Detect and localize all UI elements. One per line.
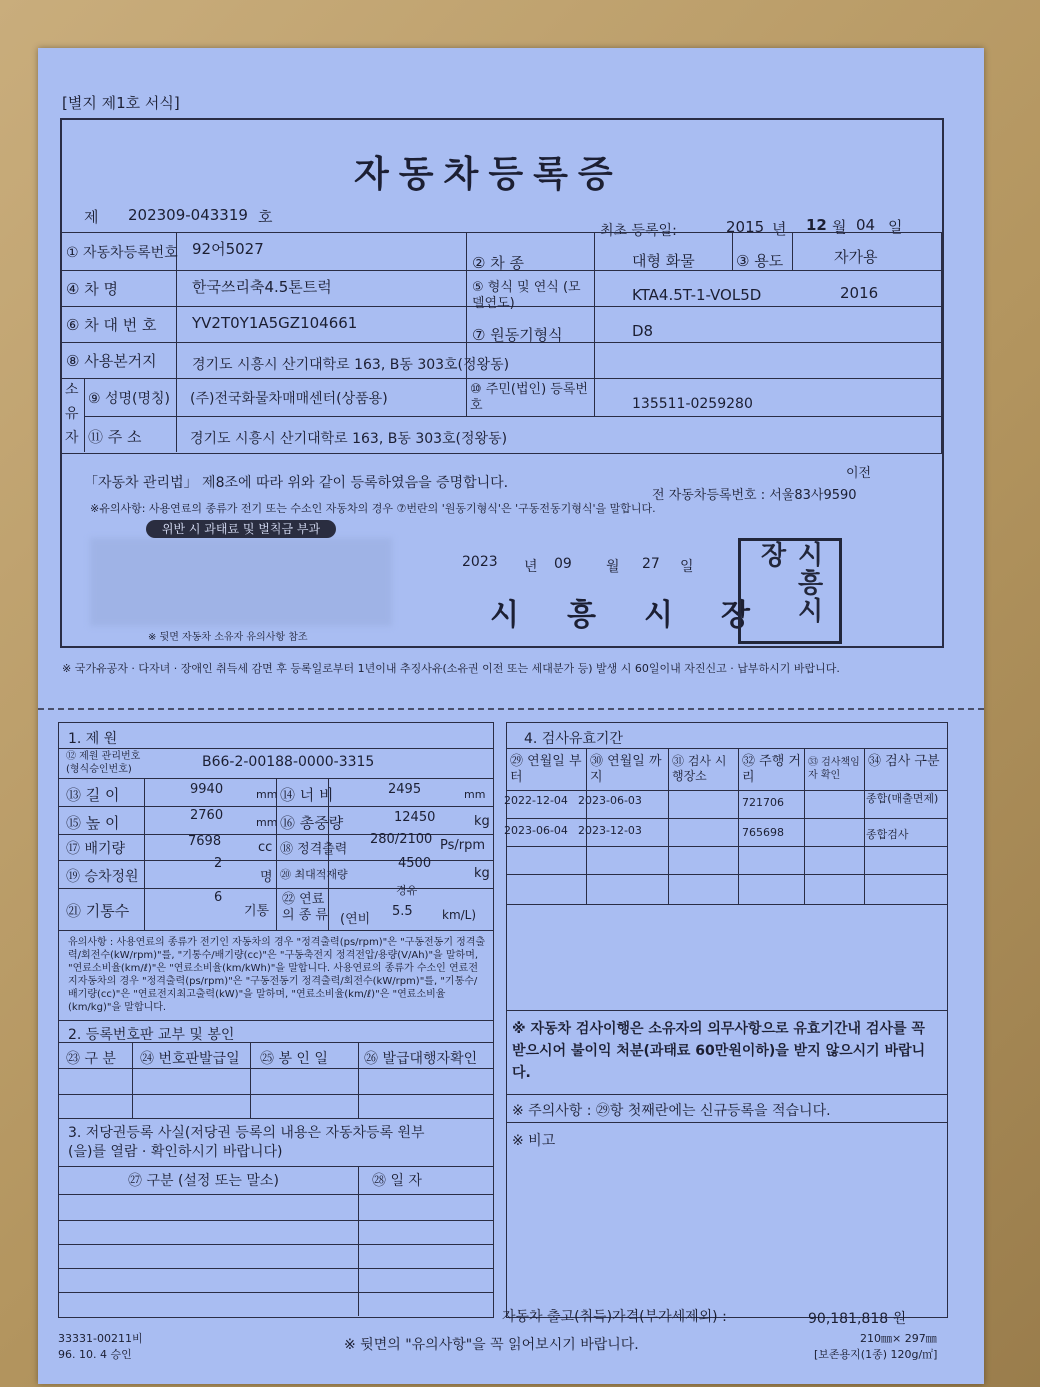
price-value: 90,181,818 원: [808, 1311, 907, 1327]
model-label: ⑤ 형식 및 연식 (모델연도): [472, 280, 581, 311]
first-reg-day-unit: 일: [888, 218, 903, 236]
first-reg-month-unit: 월: [832, 218, 847, 236]
insp-col-kind: ㉞ 검사 구분: [868, 754, 940, 769]
inspection-first-note: ※ 주의사항 : ㉙항 첫째란에는 신규등록을 적습니다.: [512, 1103, 831, 1119]
row-divider: [58, 1094, 494, 1095]
col-divider: [738, 748, 739, 904]
name-value: 한국쓰리축4.5톤트럭: [192, 278, 332, 296]
cylinders-unit: 기통: [244, 904, 270, 919]
issue-year: 2023: [462, 554, 498, 570]
row-divider: [58, 1118, 494, 1119]
displacement-unit: cc: [258, 840, 273, 855]
width-unit: mm: [464, 788, 486, 801]
specs-note: 유의사항 : 사용연료의 종류가 전기인 자동차의 경우 "정격출력(ps/rpm)"은 "구동전동기 정격출력/회전수(kW/rpm)"를, "기통수/배기량(cc)"은 "구동축전지 정격전압/용량(V/Ah)"을 말하며, "연료소비율(km/ℓ)"은 "연료소비율(km/kWh)"을 말합니다. 사용연료의 종류가 수소인 연료전지자동차의 경우 "정격출력(ps/rpm)"은 "구동전동기 정격출력/회전수(kW/rpm)"를, "기통수/배기량(cc)"은 "연료전지최고출력(kW)"을 말하며, "연료소비율(km/ℓ)"은 "연료소비율(km/kg)"을 말합니다.: [68, 937, 486, 1013]
reg-no-label: ① 자동차등록번호: [66, 245, 178, 261]
length-value: 9940: [190, 782, 224, 797]
redacted-area: [90, 538, 392, 626]
footer-note: ※ 뒷면의 "유의사항"을 꼭 읽어보시기 바랍니다.: [344, 1337, 639, 1353]
row-divider: [58, 1042, 494, 1043]
use-label: ③ 용도: [736, 252, 784, 270]
gross-label: ⑯ 총중량: [280, 814, 344, 832]
first-reg-month: 12: [806, 216, 827, 234]
length-label: ⑬ 길 이: [66, 786, 120, 804]
load-label: ⑳ 최대적재량: [280, 868, 348, 881]
owner-id-label: ⑩ 주민(법인) 등록번호: [470, 382, 588, 413]
col-divider: [864, 748, 865, 904]
efficiency-label: (연비: [340, 912, 371, 927]
cylinders-label: ㉑ 기통수: [66, 902, 130, 920]
row-divider: [84, 416, 942, 417]
merit-note: ※ 국가유공자 · 다자녀 · 장애인 취득세 감면 후 등록일로부터 1년이내 추징사유(소유권 이전 또는 세대분가 등) 발생 시 60일이내 자진신고 · 납부하시기 바랍니다.: [62, 662, 840, 675]
first-reg-day: 04: [856, 216, 876, 234]
issue-month: 09: [554, 556, 572, 572]
violation-badge: 위반 시 과태료 및 벌칙금 부과: [146, 520, 336, 538]
use-value: 자가용: [834, 248, 878, 266]
col-divider: [792, 232, 793, 270]
price-label: 자동차 출고(취득)가격(부가세제외) :: [502, 1309, 727, 1325]
lien-col-date: ㉘ 일 자: [372, 1173, 422, 1189]
base-label: ⑧ 사용본거지: [66, 352, 157, 370]
mgmt-value: B66-2-00188-0000-3315: [202, 754, 375, 770]
plate-col-agent: ㉖ 발급대행자확인: [364, 1051, 478, 1067]
gross-unit: kg: [474, 814, 490, 829]
col-divider: [358, 1166, 359, 1316]
row-divider: [58, 1194, 494, 1195]
row-divider: [58, 1244, 494, 1245]
row-divider: [58, 1020, 494, 1021]
insp-row2-to: 2023-12-03: [578, 824, 642, 837]
row-divider: [58, 1068, 494, 1069]
issue-day-unit: 일: [680, 559, 694, 575]
load-value: 4500: [398, 856, 432, 871]
seats-unit: 명: [260, 870, 273, 885]
width-label: ⑭ 너 비: [280, 786, 334, 804]
lien-header: 3. 저당권등록 사실(저당권 등록의 내용은 자동차등록 원부(을)를 열람 · 확인하시기 바랍니다): [68, 1125, 425, 1160]
insp-col-mileage: ㉜ 주행 거리: [742, 754, 801, 785]
row-divider: [58, 748, 494, 749]
footer-code: 33331-00211비: [58, 1332, 143, 1345]
issue-day: 27: [642, 556, 660, 572]
registration-certificate: [38, 48, 984, 1384]
owner-addr-value: 경기도 시흥시 산기대학로 163, B동 303호(정왕동): [190, 431, 508, 447]
load-unit: kg: [474, 866, 490, 881]
col-divider: [668, 748, 669, 904]
row-divider: [506, 790, 948, 791]
row-divider: [506, 1094, 948, 1095]
plate-col-issue-date: ㉔ 번호판발급일: [140, 1051, 240, 1067]
plate-col-seal-date: ㉕ 봉 인 일: [260, 1051, 328, 1067]
back-note: ※ 뒷면 자동차 소유자 유의사항 참조: [148, 632, 308, 643]
length-unit: mm: [256, 788, 278, 801]
footer-approval: 96. 10. 4 승인: [58, 1348, 132, 1361]
col-divider: [732, 232, 733, 270]
efficiency-value: 5.5: [392, 904, 413, 919]
power-label: ⑱ 정격출력: [280, 842, 348, 857]
row-divider: [506, 874, 948, 875]
insp-col-from: ㉙ 연월일 부터: [510, 754, 582, 785]
insp-row2-kind: 종합검사: [866, 828, 909, 841]
row-divider: [506, 1122, 948, 1123]
first-reg-year-unit: 년: [772, 220, 787, 238]
displacement-value: 7698: [188, 834, 222, 849]
reg-no-value: 92어5027: [192, 240, 264, 258]
insp-col-inspector: ㉝ 검사책임자 확인: [808, 757, 860, 781]
row-divider: [58, 1268, 494, 1269]
plate-col-kind: ㉓ 구 분: [66, 1051, 116, 1067]
width-value: 2495: [388, 782, 422, 797]
row-divider: [60, 378, 942, 379]
issue-year-unit: 년: [524, 559, 538, 575]
col-divider: [132, 1042, 133, 1118]
fuel-value: 경유: [396, 884, 418, 897]
cert-statement: 「자동차 관리법」 제8조에 따라 위와 같이 등록하였음을 증명합니다.: [84, 475, 509, 491]
col-divider: [84, 378, 85, 452]
seal-text: 시흥시장: [756, 541, 823, 625]
lien-col-kind: ㉗ 구분 (설정 또는 말소): [128, 1173, 279, 1189]
row-divider: [58, 1220, 494, 1221]
efficiency-unit: km/L): [442, 908, 477, 922]
insp-col-place: ㉛ 검사 시행장소: [672, 754, 727, 783]
row-divider: [506, 846, 948, 847]
owner-name-label: ⑨ 성명(명칭): [88, 391, 171, 407]
row-divider: [506, 904, 948, 905]
previous-reg-number: 전 자동차등록번호 : 서울83사9590: [652, 488, 857, 503]
vin-value: YV2T0Y1A5GZ104661: [192, 314, 358, 332]
inspection-remarks: ※ 비고: [512, 1133, 556, 1149]
cert-suffix: 호: [258, 208, 273, 226]
base-value: 경기도 시흥시 산기대학로 163, B동 303호(정왕동): [192, 357, 510, 373]
perforation-line: [38, 708, 984, 710]
gross-value: 12450: [394, 810, 436, 825]
owner-side-label: 소유자: [65, 382, 79, 446]
paper-type: [보존용지(1종) 120g/㎡]: [814, 1348, 938, 1361]
owner-id-value: 135511-0259280: [632, 396, 753, 412]
type-label: ② 차 종: [472, 254, 524, 272]
form-label: [별지 제1호 서식]: [62, 94, 180, 112]
row-divider: [506, 748, 948, 749]
row-divider: [58, 930, 494, 931]
col-divider: [358, 1042, 359, 1118]
col-divider: [250, 1042, 251, 1118]
engine-label: ⑦ 원동기형식: [472, 326, 563, 344]
document-title: 자동차등록증: [354, 154, 623, 195]
insp-row1-mileage: 721706: [742, 796, 784, 809]
col-divider: [466, 378, 467, 416]
cylinders-value: 6: [214, 890, 223, 905]
specs-header: 1. 제 원: [68, 731, 118, 747]
col-divider: [144, 778, 145, 930]
paper-size: 210㎜× 297㎜: [860, 1332, 937, 1345]
insp-row2-mileage: 765698: [742, 826, 784, 839]
transfer-note: 이전: [846, 466, 872, 481]
col-divider: [594, 232, 595, 378]
power-value: 280/2100: [370, 832, 433, 847]
cert-prefix: 제: [84, 208, 99, 226]
model-value: KTA4.5T-1-VOL5D: [632, 286, 762, 304]
insp-row1-from: 2022-12-04: [504, 794, 568, 807]
inspection-notice: ※ 자동차 검사이행은 소유자의 의무사항으로 유효기간내 검사를 꼭 받으시어 불이익 처분(과태료 60만원이하)을 받지 않으시기 바랍니다.: [512, 1021, 926, 1081]
col-divider: [804, 748, 805, 904]
owner-name-value: (주)전국화물차매매센터(상품용): [190, 391, 388, 407]
name-label: ④ 차 명: [66, 280, 118, 298]
insp-row2-from: 2023-06-04: [504, 824, 568, 837]
row-divider: [506, 1010, 948, 1011]
seats-value: 2: [214, 856, 223, 871]
insp-col-to: ㉚ 연월일 까지: [590, 754, 662, 785]
inspection-header: 4. 검사유효기간: [524, 731, 623, 747]
row-divider: [506, 818, 948, 819]
insp-row1-to: 2023-06-03: [578, 794, 642, 807]
official-seal: [738, 538, 842, 644]
issue-month-unit: 월: [606, 559, 620, 575]
height-label: ⑮ 높 이: [66, 814, 120, 832]
model-year-value: 2016: [840, 284, 879, 302]
col-divider: [176, 232, 177, 452]
power-unit: Ps/rpm: [440, 838, 486, 853]
first-reg-year: 2015: [726, 218, 765, 236]
first-reg-label: 최초 등록일:: [600, 223, 677, 239]
fuel-label: ㉒ 연료의 종 류: [282, 892, 328, 923]
plate-header: 2. 등록번호판 교부 및 봉인: [68, 1027, 235, 1043]
type-value: 대형 화물: [632, 252, 695, 270]
vin-label: ⑥ 차 대 번 호: [66, 316, 157, 334]
displacement-label: ⑰ 배기량: [66, 841, 126, 857]
height-unit: mm: [256, 816, 278, 829]
mgmt-label: ⑫ 제원 관리번호 (형식승인번호): [66, 751, 141, 775]
seats-label: ⑲ 승차정원: [66, 869, 139, 885]
row-divider: [58, 1292, 494, 1293]
caution-note: ※유의사항: 사용연료의 종류가 전기 또는 수소인 자동차의 경우 ⑦번란의 '원동기형식'은 '구동전동기형식'을 말합니다.: [90, 502, 656, 515]
height-value: 2760: [190, 808, 224, 823]
issuer-name: 시흥시장: [490, 598, 798, 633]
cert-number: 202309-043319: [128, 206, 248, 224]
engine-value: D8: [632, 322, 654, 340]
row-divider: [58, 1166, 494, 1167]
insp-row1-kind: 종합(매출면제): [866, 792, 939, 805]
col-divider: [594, 378, 595, 416]
owner-addr-label: ⑪ 주 소: [88, 428, 142, 446]
